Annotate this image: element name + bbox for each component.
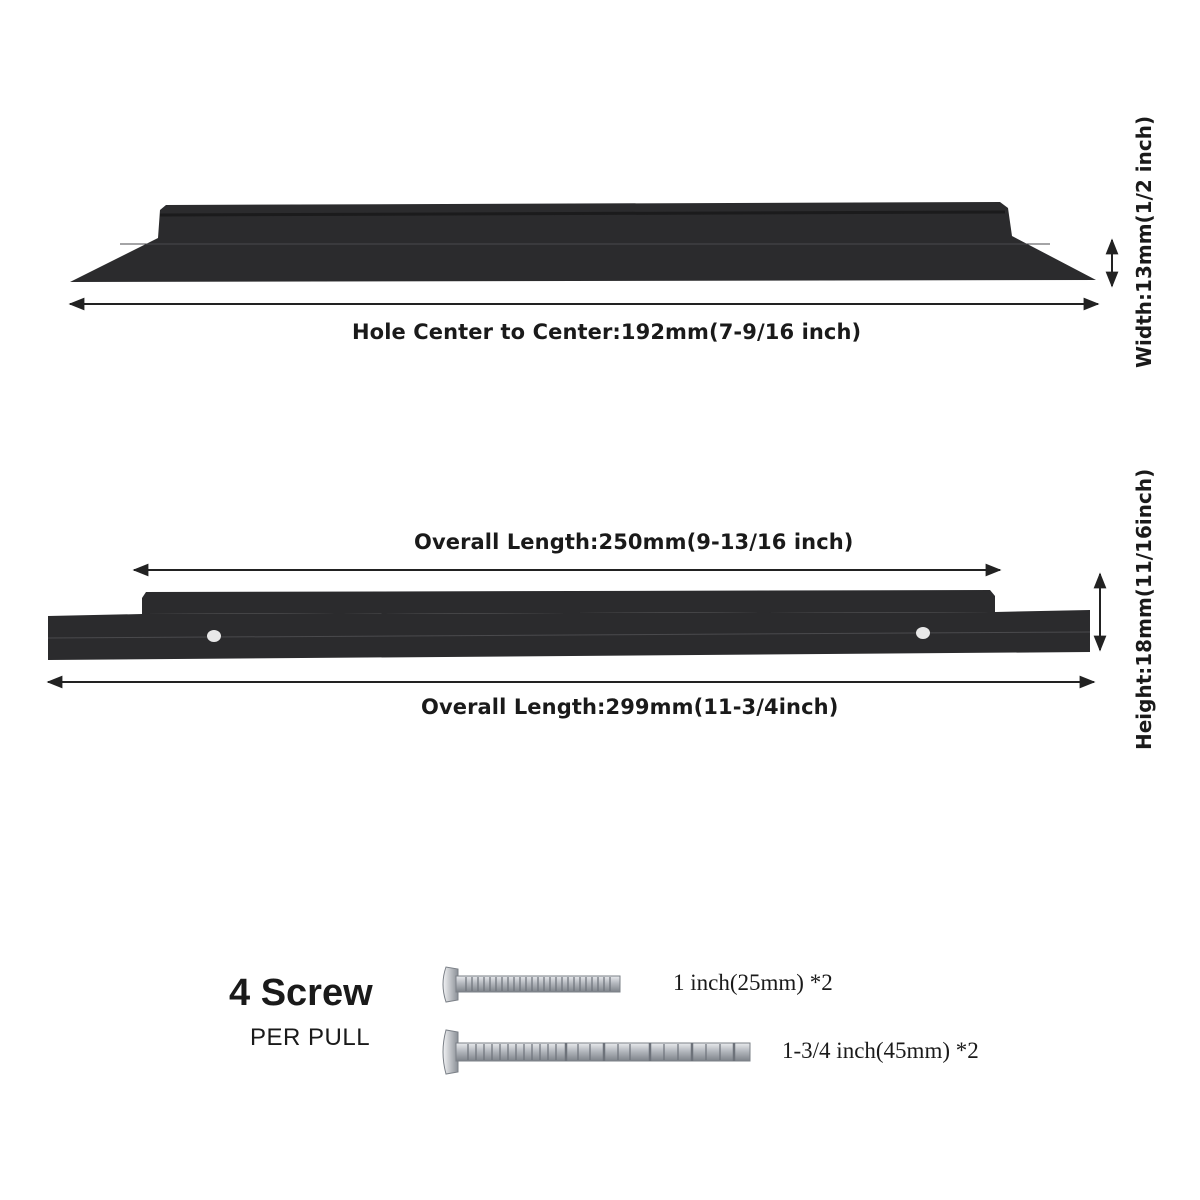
handle-top-view: [70, 202, 1096, 282]
width-label: Width:13mm(1/2 inch): [1132, 115, 1156, 368]
screw-count-title: 4 Screw: [229, 972, 373, 1014]
mounting-hole-right: [916, 627, 930, 639]
height-label: Height:18mm(11/16inch): [1132, 468, 1156, 750]
handle-front-view: [48, 590, 1090, 660]
overall-length-label: Overall Length:299mm(11-3/4inch): [421, 695, 839, 719]
hole-center-label: Hole Center to Center:192mm(7-9/16 inch): [352, 320, 862, 344]
screw-count-subtitle: PER PULL: [250, 1024, 371, 1051]
inner-length-label: Overall Length:250mm(9-13/16 inch): [414, 530, 854, 554]
long-screw-label: 1-3/4 inch(45mm) *2: [782, 1038, 979, 1063]
mounting-hole-left: [207, 630, 221, 642]
short-screw-label: 1 inch(25mm) *2: [673, 970, 833, 995]
long-screw-icon: [443, 1030, 750, 1074]
short-screw-icon: [443, 967, 620, 1002]
